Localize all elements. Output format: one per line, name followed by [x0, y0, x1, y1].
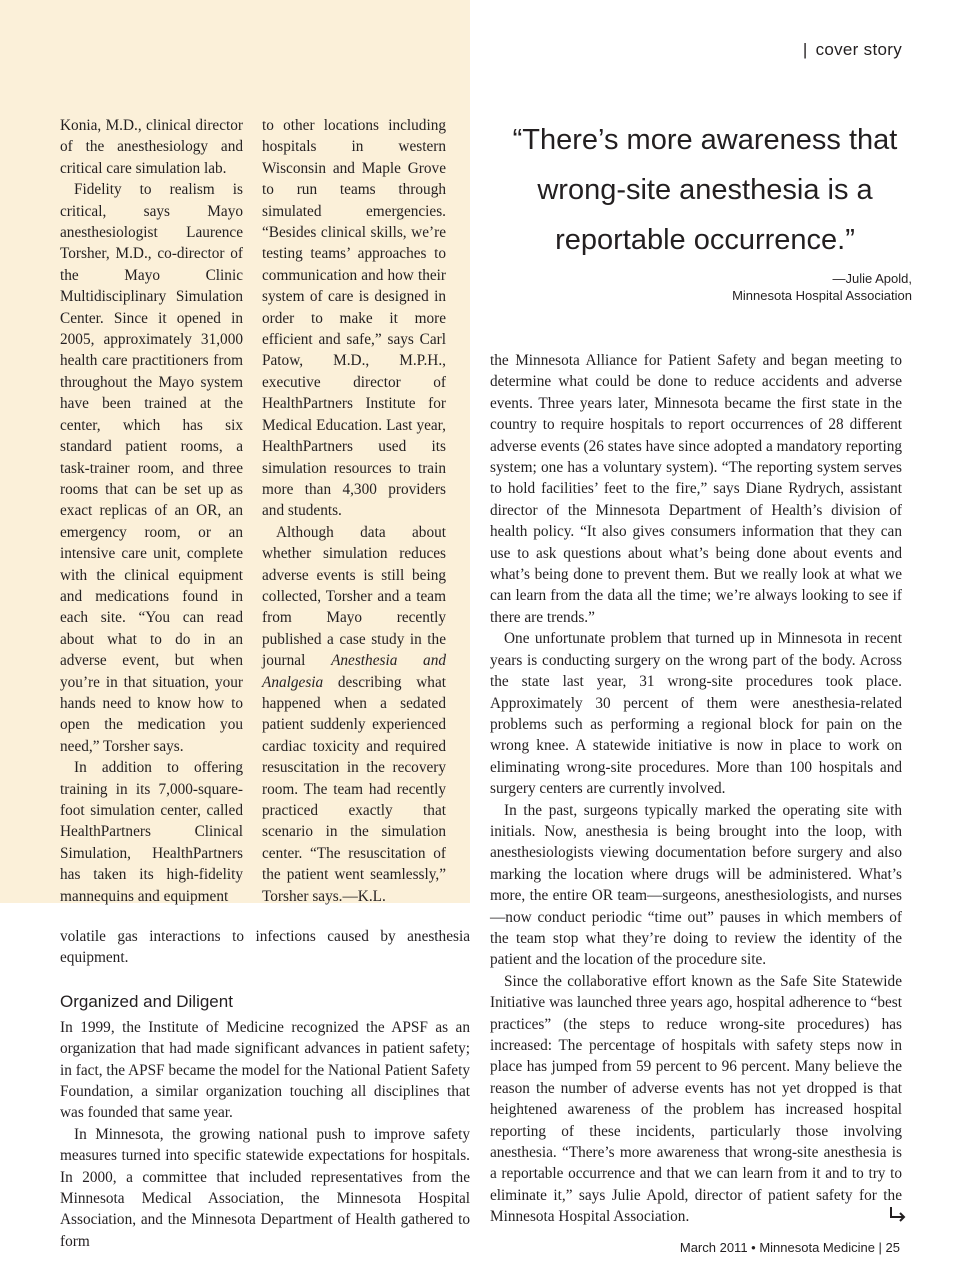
main-column-right — [490, 350, 902, 1228]
section-header — [803, 40, 902, 60]
sidebar-paragraph — [262, 522, 446, 907]
pull-quote: “There’s more awareness that wrong-site anesthesia is a reportable occurrence.” — [512, 124, 898, 256]
sidebar-text: describing what happened when a sedated patient suddenly experienced cardiac toxicity and required resuscitation in the recovery room. The team had recently practiced exactly that scenario in the simulation center. “The resuscitation of the patient went seamlessly,” Torsher says.—K.L. — [262, 673, 446, 905]
main-column-left — [60, 926, 470, 1252]
body-paragraph: volatile gas interactions to infections caused by anesthesia equipment. — [60, 928, 470, 967]
body-paragraph: In Minnesota, the growing national push to improve safety measures turned into specific statewide expectations for hospitals. In 2000, a committee that included representatives from the Minnesota Medical Association, the Minnesota Hospital Association, and the Minnesota Department of Health gathered to form — [60, 1125, 470, 1250]
sidebar-paragraph: to other locations including hospitals in western Wisconsin and Maple Grove to run teams through simulated emergencies. “Besides clinical skills, we’re testing teams’ approaches to communication and how their system of care is designed in order to make it more efficient and safe,” says Carl Patow, M.D., M.P.H., executive director of HealthPartners Institute for Medical Education. Last year, HealthPartners used its simulation resources to train more than 4,300 providers and students. — [262, 117, 446, 520]
attribution-org: Minnesota Hospital Association — [732, 288, 912, 303]
header-divider: | — [802, 40, 808, 59]
attribution-name: —Julie Apold, — [832, 271, 912, 286]
sidebar-column-2 — [262, 115, 446, 907]
sidebar-column-1 — [60, 115, 243, 907]
sidebar-paragraph: In addition to offering training in its 7,000-square-foot simulation center, called HealthPartners Clinical Simulation, HealthPartners has taken its high-fidelity mannequins and equipment — [60, 759, 243, 905]
page-footer: March 2011 • Minnesota Medicine | 25 — [679, 1240, 900, 1255]
body-paragraph: the Minnesota Alliance for Patient Safety and began meeting to determine what could be done to reduce accidents and adverse events. Three years later, Minnesota became the first state in the country to require hospitals to report occurrences of 28 different adverse events (26 states have since adopted a mandatory reporting system; one has a voluntary system). “The reporting system serves to hold facilities’ feet to the fire,” says Diane Rydrych, assistant director of the Minnesota Department of Health’s division of health policy. “It also gives consumers information that they can use to ask questions about what’s being done about events and what’s being done to prevent them. But we really look at what we can learn from the data all the time; we’re always looking to see if there are trends.” — [490, 352, 902, 626]
body-paragraph: In 1999, the Institute of Medicine recognized the APSF as an organization that had made significant advances in patient safety; in fact, the APSF became the model for the National Patient Safety Foundation, a similar organization touching all disciplines that was founded that same year. — [60, 1018, 470, 1122]
section-label: cover story — [815, 40, 902, 59]
sidebar-paragraph: Konia, M.D., clinical director of the anesthesiology and critical care simulation lab. — [60, 117, 243, 177]
continue-arrow-icon — [888, 1203, 908, 1223]
sidebar-paragraph: Fidelity to realism is critical, says Mayo anesthesiologist Laurence Torsher, M.D., co-director of the Mayo Clinic Multidisciplinary Simulation Center. Since it opened in 2005, approximately 31,000 health care practitioners from throughout the Mayo system have been trained at the center, which has six standard patient rooms, a task-trainer room, and three rooms that can be set up as exact replicas of an OR, an emergency room, or an intensive care unit, complete with the clinical equipment and medications found in each site. “You can read about what to do in an adverse event, but when you’re in that situation, your hands need to know how to open the medication you need,” Torsher says. — [60, 181, 243, 755]
body-paragraph: One unfortunate problem that turned up in Minnesota in recent years is conducting surgery on the wrong part of the body. Across the state last year, 31 wrong-site procedures took place. Approximately 30 percent of them were anesthesia-related problems such as performing a regional block for pain on the wrong knee. A statewide initiative is now in place to work on eliminating wrong-site procedures. More than 100 hospitals and surgery centers are currently involved. — [490, 630, 902, 798]
body-paragraph: In the past, surgeons typically marked the operating site with initials. Now, anesthesia is being brought into the loop, with anesthesiologists viewing documentation before surgery and also marking the location where drugs will be administered. What’s more, the entire OR team—surgeons, anesthesiologists, and nurses—now conduct periodic “time out” pauses in which members of the team stop what they’re doing to review the identity of the patient and the location of the procedure site. — [490, 801, 902, 969]
body-paragraph: Since the collaborative effort known as the Safe Site Statewide Initiative was launched three years ago, hospital adherence to “best practices” (the steps to reduce wrong-site procedures) has increased: The percentage of hospitals with safety steps now in place has jumped from 59 percent to 96 percent. Many believe the reason the number of adverse events has not yet dropped is that heightened awareness of the problem has increased hospital reporting of these incidents, particularly those involving anesthesia. “There’s more awareness that wrong-site anesthesia is a reportable occurrence and that we can learn from it and to try to eliminate it,” says Julie Apold, director of patient safety for the Minnesota Hospital Association. — [490, 972, 902, 1226]
subheading: Organized and Diligent — [60, 991, 233, 1011]
sidebar-text: Although data about whether simulation reduces adverse events is still being collected, Torsher and a team from Mayo recently published a case study in the journal — [262, 523, 446, 670]
journal-title: Anesthesia and Analgesia — [262, 652, 447, 691]
pull-quote-attribution — [732, 270, 912, 304]
